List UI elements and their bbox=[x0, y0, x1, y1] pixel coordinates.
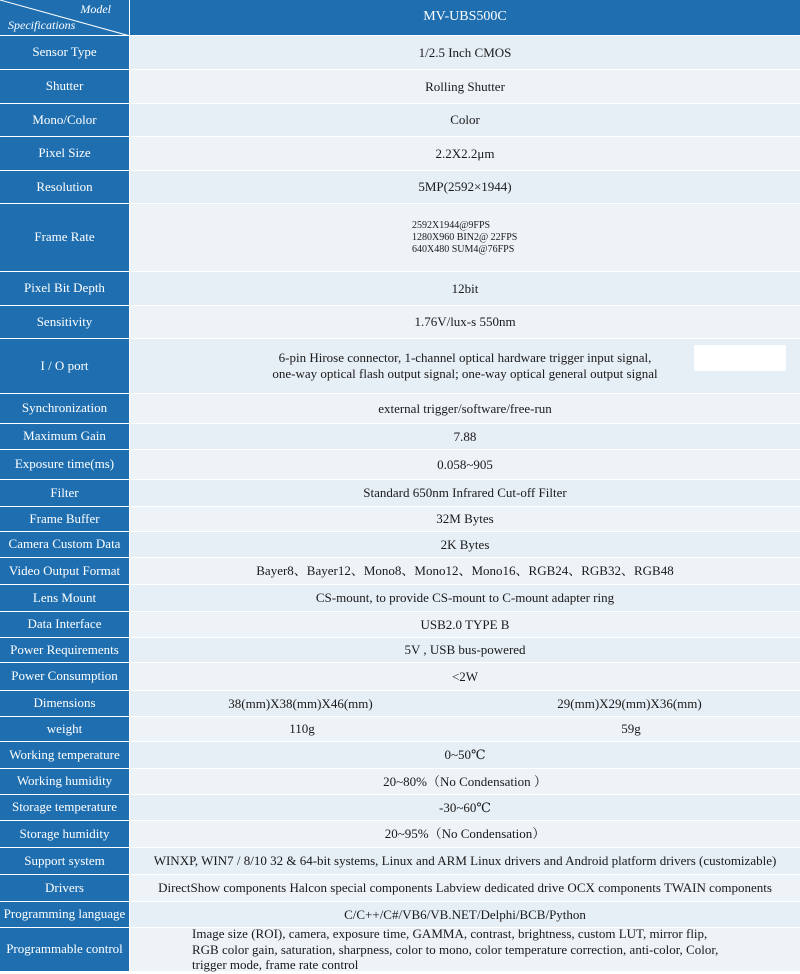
spec-value: Bayer8、Bayer12、Mono8、Mono12、Mono16、RGB24、RGB32、RGB48 bbox=[130, 558, 800, 585]
spec-value-line: 1280X960 BIN2@ 22FPS bbox=[412, 231, 518, 243]
spec-value: -30~60℃ bbox=[130, 795, 800, 821]
spec-label: Programmable control bbox=[0, 928, 130, 972]
spec-label: Maximum Gain bbox=[0, 424, 130, 450]
spec-value-line: Image size (ROI), camera, exposure time, GAMMA, contrast, brightness, custom LUT, mirror flip, bbox=[192, 926, 708, 942]
spec-label: Frame Rate bbox=[0, 204, 130, 272]
spec-row bbox=[0, 36, 800, 70]
spec-label: Support system bbox=[0, 848, 130, 875]
spec-row bbox=[0, 480, 800, 507]
spec-label: Power Requirements bbox=[0, 638, 130, 663]
spec-label: Synchronization bbox=[0, 394, 130, 424]
spec-row bbox=[0, 507, 800, 532]
spec-value: 2K Bytes bbox=[130, 532, 800, 558]
header-row bbox=[0, 0, 800, 36]
spec-value-line: 2592X1944@9FPS bbox=[412, 219, 491, 231]
spec-label: Working humidity bbox=[0, 769, 130, 795]
spec-row bbox=[0, 691, 800, 717]
spec-value: 2.2X2.2μm bbox=[130, 137, 800, 171]
spec-row bbox=[0, 769, 800, 795]
spec-label: Programming language bbox=[0, 902, 130, 928]
spec-value: 12bit bbox=[130, 272, 800, 306]
spec-value bbox=[130, 928, 800, 972]
spec-value-part: 110g bbox=[289, 721, 315, 737]
spec-value: 1.76V/lux-s 550nm bbox=[130, 306, 800, 339]
spec-row bbox=[0, 558, 800, 585]
spec-label: Sensor Type bbox=[0, 36, 130, 70]
spec-label: weight bbox=[0, 717, 130, 742]
spec-value: 20~80%（No Condensation ） bbox=[130, 769, 800, 795]
spec-value: WINXP, WIN7 / 8/10 32 & 64-bit systems, Linux and ARM Linux drivers and Android platform drivers (customizable) bbox=[130, 848, 800, 875]
spec-label: Pixel Size bbox=[0, 137, 130, 171]
spec-label: Storage temperature bbox=[0, 795, 130, 821]
spec-value: Rolling Shutter bbox=[130, 70, 800, 104]
spec-label: Frame Buffer bbox=[0, 507, 130, 532]
spec-value-line: 640X480 SUM4@76FPS bbox=[412, 243, 515, 255]
spec-row bbox=[0, 663, 800, 691]
spec-value-part: 38(mm)X38(mm)X46(mm) bbox=[228, 695, 373, 711]
spec-label: Lens Mount bbox=[0, 585, 130, 612]
spec-value: 5V , USB bus-powered bbox=[130, 638, 800, 663]
spec-value-part: 59g bbox=[621, 721, 641, 737]
spec-label: Working temperature bbox=[0, 742, 130, 769]
spec-value: 0~50℃ bbox=[130, 742, 800, 769]
spec-value: Standard 650nm Infrared Cut-off Filter bbox=[130, 480, 800, 507]
spec-value-line: one-way optical flash output signal; one-way optical general output signal bbox=[272, 366, 658, 381]
spec-row bbox=[0, 424, 800, 450]
spec-row bbox=[0, 585, 800, 612]
spec-row bbox=[0, 204, 800, 272]
spec-row bbox=[0, 272, 800, 306]
spec-row bbox=[0, 638, 800, 663]
spec-row bbox=[0, 795, 800, 821]
spec-value: 32M Bytes bbox=[130, 507, 800, 532]
spec-value: USB2.0 TYPE B bbox=[130, 612, 800, 638]
spec-row bbox=[0, 902, 800, 928]
spec-value-line: 6-pin Hirose connector, 1-channel optical hardware trigger input signal, bbox=[278, 350, 652, 366]
spec-value bbox=[130, 204, 800, 272]
spec-value: 5MP(2592×1944) bbox=[130, 171, 800, 204]
spec-label: Pixel Bit Depth bbox=[0, 272, 130, 306]
spec-row bbox=[0, 450, 800, 480]
spec-value: 0.058~905 bbox=[130, 450, 800, 480]
spec-row bbox=[0, 137, 800, 171]
spec-value: Color bbox=[130, 104, 800, 137]
spec-label: Filter bbox=[0, 480, 130, 507]
spec-label: Storage humidity bbox=[0, 821, 130, 848]
spec-label: Shutter bbox=[0, 70, 130, 104]
spec-row bbox=[0, 532, 800, 558]
spec-value-line: trigger mode, frame rate control bbox=[192, 957, 359, 973]
spec-row bbox=[0, 848, 800, 875]
spec-row bbox=[0, 306, 800, 339]
spec-row bbox=[0, 394, 800, 424]
spec-row bbox=[0, 612, 800, 638]
spec-value: DirectShow components Halcon special components Labview dedicated drive OCX components TWAIN components bbox=[130, 875, 800, 902]
spec-label: Power Consumption bbox=[0, 663, 130, 691]
model-header-label: Model bbox=[80, 2, 111, 16]
spec-label: Video Output Format bbox=[0, 558, 130, 585]
spec-label: I / O port bbox=[0, 339, 130, 394]
header-corner-cell bbox=[0, 0, 130, 36]
spec-row bbox=[0, 821, 800, 848]
spec-row bbox=[0, 717, 800, 742]
blank-patch bbox=[694, 345, 786, 371]
spec-label: Dimensions bbox=[0, 691, 130, 717]
spec-label: Mono/Color bbox=[0, 104, 130, 137]
spec-row bbox=[0, 875, 800, 902]
spec-row bbox=[0, 70, 800, 104]
spec-row bbox=[0, 928, 800, 972]
spec-label: Camera Custom Data bbox=[0, 532, 130, 558]
spec-label: Resolution bbox=[0, 171, 130, 204]
spec-value: 7.88 bbox=[130, 424, 800, 450]
spec-row bbox=[0, 171, 800, 204]
spec-label: Data Interface bbox=[0, 612, 130, 638]
spec-value: C/C++/C#/VB6/VB.NET/Delphi/BCB/Python bbox=[130, 902, 800, 928]
spec-value bbox=[130, 717, 800, 742]
spec-value bbox=[130, 691, 800, 717]
spec-value-line: RGB color gain, saturation, sharpness, color to mono, color temperature correction, anti-color, Color, bbox=[192, 941, 719, 957]
spec-label: Sensitivity bbox=[0, 306, 130, 339]
model-name: MV-UBS500C bbox=[130, 0, 800, 36]
spec-value-part: 29(mm)X29(mm)X36(mm) bbox=[557, 695, 702, 711]
spec-row bbox=[0, 104, 800, 137]
spec-row bbox=[0, 339, 800, 394]
spec-value: CS-mount, to provide CS-mount to C-mount adapter ring bbox=[130, 585, 800, 612]
spec-value: external trigger/software/free-run bbox=[130, 394, 800, 424]
spec-value: 1/2.5 Inch CMOS bbox=[130, 36, 800, 70]
spec-row bbox=[0, 742, 800, 769]
spec-label: Drivers bbox=[0, 875, 130, 902]
spec-value: <2W bbox=[130, 663, 800, 691]
spec-label: Exposure time(ms) bbox=[0, 450, 130, 480]
specifications-header-label: Specifications bbox=[8, 18, 76, 33]
spec-value: 20~95%（No Condensation） bbox=[130, 821, 800, 848]
